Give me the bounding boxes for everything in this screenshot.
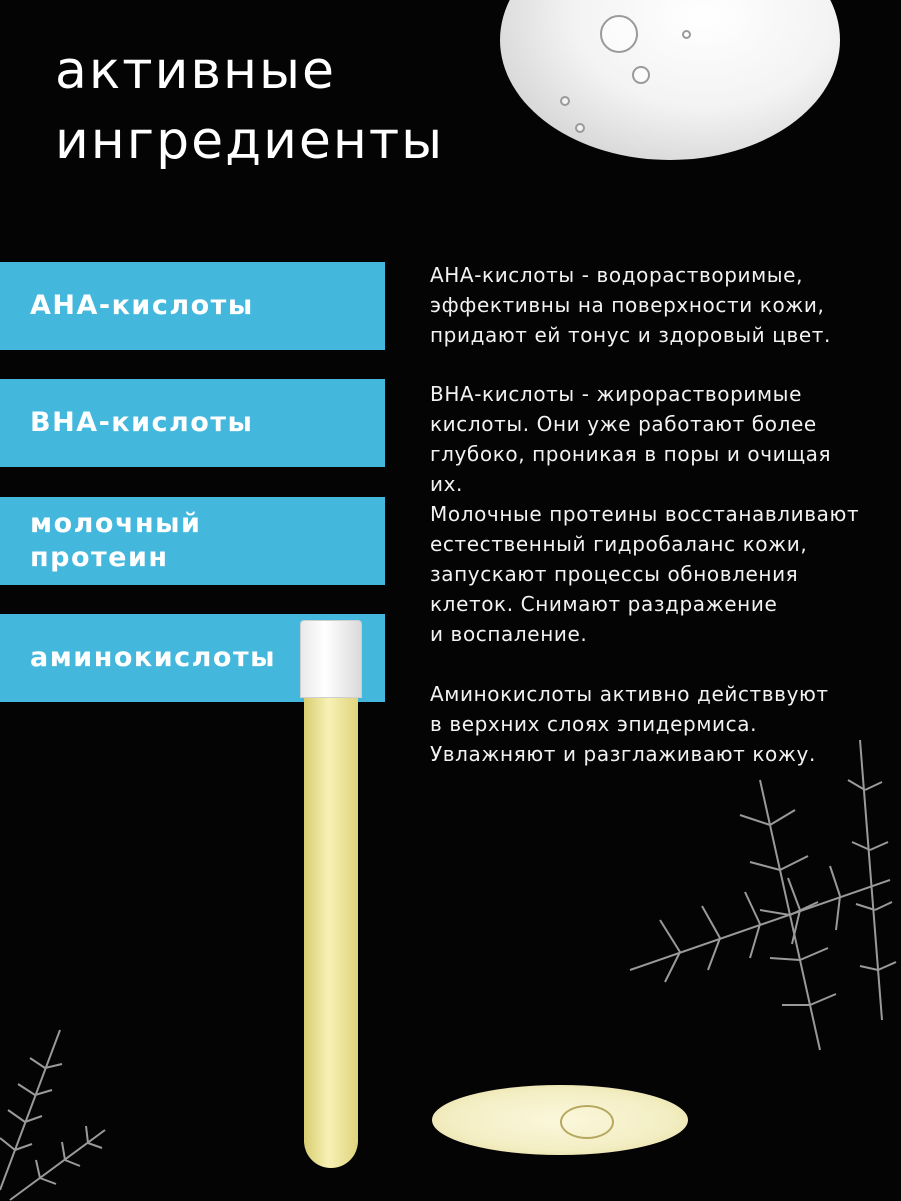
bubble [632, 66, 650, 84]
bubble [600, 15, 638, 53]
drop-bubble [560, 1105, 614, 1139]
page-title [55, 36, 444, 176]
bubble [560, 96, 570, 106]
label-bha-text: ВНА-кислоты [30, 407, 254, 438]
desc-aha: АНА-кислоты - водорастворимые, эффективны на поверхности кожи, придают ей тонус и здоровый цвет. [430, 263, 831, 347]
label-bha [0, 379, 385, 467]
desc-milk-protein: Молочные протеины восстанавливают естественный гидробаланс кожи, запускают процессы обновления клеток. Снимают раздражение и воспаление. [430, 502, 860, 646]
frost-branch-image [620, 720, 901, 1060]
desc-bha: ВНА-кислоты - жирорастворимые кислоты. Они уже работают более глубоко, проникая в поры и очищая их. [430, 382, 832, 496]
oil-drop-image [432, 1085, 688, 1155]
bubble [682, 30, 691, 39]
label-milk-protein [0, 497, 385, 585]
label-aha [0, 262, 385, 350]
title-line-1: активные [55, 41, 337, 101]
label-aha-text: АНА-кислоты [30, 290, 254, 321]
label-milk-protein-text: молочный протеин [30, 508, 202, 573]
tube-liquid [304, 696, 358, 1168]
bubble [575, 123, 585, 133]
frost-branch-image [0, 1010, 110, 1201]
test-tube-image [300, 620, 362, 1168]
gel-sphere-image [500, 0, 840, 160]
tube-glass-top [300, 620, 362, 698]
desc-amino-acids: Аминокислоты активно действвуют в верхних слоях эпидермиса. Увлажняют и разглаживают кожу. [430, 682, 829, 766]
title-line-2: ингредиенты [55, 111, 445, 171]
label-amino-acids-text: аминокислоты [30, 642, 277, 673]
